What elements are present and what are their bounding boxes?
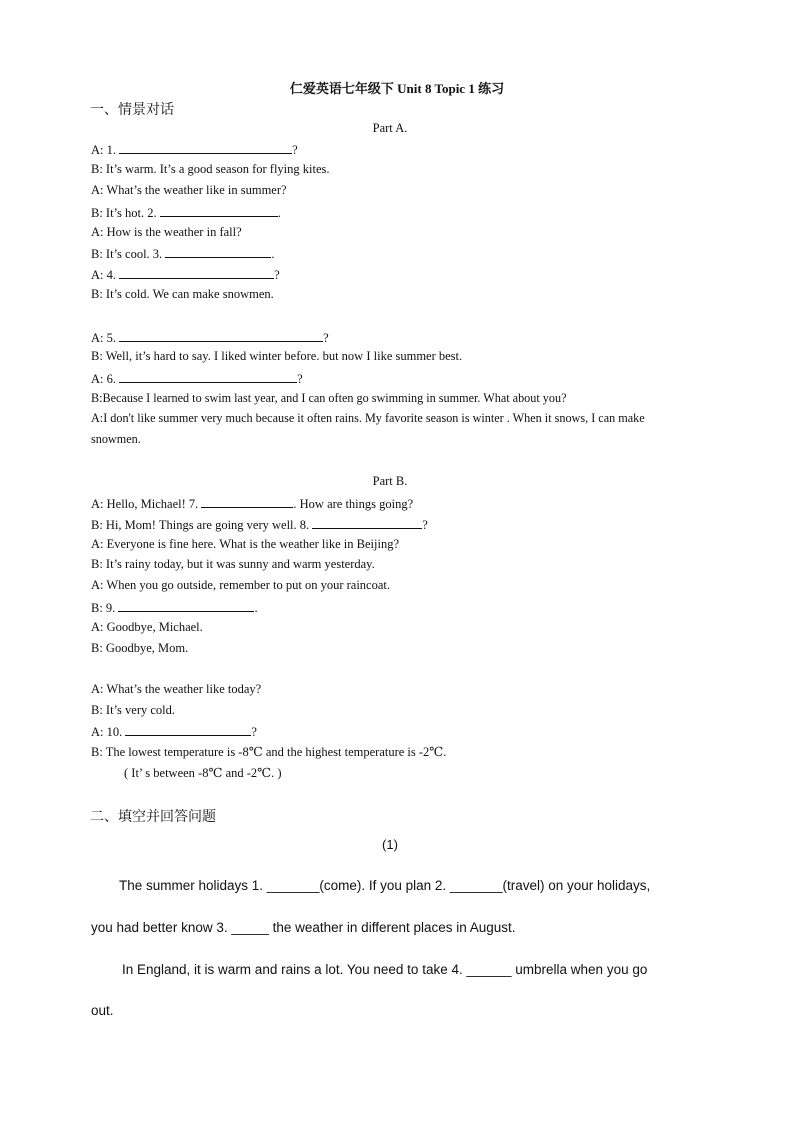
passage-line: you had better know 3. _____ the weather in different places in August. <box>91 920 516 935</box>
dialogue-line: A: Everyone is fine here. What is the weather like in Beijing? <box>91 537 400 551</box>
line-text: A: Hello, Michael! 7. <box>91 497 202 511</box>
dialogue-line-wrapped: A:I don't like summer very much because it often rains. My favorite season is winter . When it snows, I can make snowmen. <box>91 411 645 446</box>
line-text: B: Well, it’s hard to say. I liked winter before. but now I like summer best. <box>91 349 463 363</box>
dialogue-line <box>91 183 691 198</box>
dialogue-line <box>91 225 691 240</box>
line-text: B: It’s warm. It’s a good season for flying kites. <box>91 162 330 176</box>
section-heading-dialogue: 一、情景对话 <box>90 103 174 118</box>
section-heading-fill-blanks: 二、填空并回答问题 <box>90 810 216 825</box>
line-text: . How are things going? <box>293 497 414 511</box>
line-text: B:Because I learned to swim last year, and I can often go swimming in summer. What about you? <box>91 391 567 405</box>
line-text: B: 9. <box>91 601 119 615</box>
line-punct: ? <box>274 268 280 282</box>
answer-blank-10[interactable] <box>125 723 251 736</box>
line-text: A: 4. <box>91 268 120 282</box>
dialogue-line: A: When you go outside, remember to put on your raincoat. <box>91 578 391 592</box>
passage-line: In England, it is warm and rains a lot. You need to take 4. ______ umbrella when you go <box>122 962 648 977</box>
dialogue-line <box>91 516 691 533</box>
line-text: B: It’s cool. 3. <box>91 247 166 261</box>
answer-blank-8[interactable] <box>312 516 422 529</box>
dialogue-line: A: What’s the weather like today? <box>91 682 262 696</box>
part-b-heading: Part B. <box>372 474 408 488</box>
dialogue-line <box>91 162 691 177</box>
answer-blank-2[interactable] <box>160 204 278 217</box>
dialogue-line <box>91 266 691 283</box>
dialogue-line: A: Goodbye, Michael. <box>91 620 203 634</box>
dialogue-line: B: It’s rainy today, but it was sunny and warm yesterday. <box>91 557 375 571</box>
answer-blank-5[interactable] <box>119 329 323 342</box>
page-title: 仁爱英语七年级下 Unit 8 Topic 1 练习 <box>289 81 505 96</box>
dialogue-line <box>91 391 691 406</box>
dialogue-line <box>91 723 691 740</box>
answer-blank-4[interactable] <box>119 266 274 279</box>
dialogue-line <box>91 370 691 387</box>
answer-blank-7[interactable] <box>201 495 293 508</box>
dialogue-line <box>91 204 691 221</box>
dialogue-line: B: It’s very cold. <box>91 703 176 717</box>
line-text: B: It’s cold. We can make snowmen. <box>91 287 274 301</box>
dialogue-line: B: Goodbye, Mom. <box>91 641 189 655</box>
dialogue-line <box>91 495 691 512</box>
dialogue-line: B: The lowest temperature is -8℃ and the highest temperature is -2℃. <box>91 745 447 759</box>
passage-number: (1) <box>382 837 398 852</box>
line-punct: . <box>254 601 258 615</box>
line-punct: . <box>271 247 275 261</box>
passage-line: out. <box>91 1003 114 1018</box>
answer-blank-3[interactable] <box>165 245 271 258</box>
line-punct: ? <box>323 331 329 345</box>
line-text: A: 10. <box>91 725 126 739</box>
line-text: A: How is the weather in fall? <box>91 225 242 239</box>
line-text: A: What’s the weather like in summer? <box>91 183 287 197</box>
dialogue-line <box>91 329 691 346</box>
line-punct: . <box>277 206 281 220</box>
dialogue-line <box>91 599 691 616</box>
line-punct: ? <box>292 143 298 157</box>
dialogue-line <box>91 141 691 158</box>
line-text: B: It’s hot. 2. <box>91 206 160 220</box>
line-text: B: Hi, Mom! Things are going very well. 8. <box>91 518 313 532</box>
dialogue-line <box>91 287 691 302</box>
line-punct: ? <box>422 518 428 532</box>
dialogue-line <box>91 349 691 364</box>
line-text: A: 6. <box>91 372 120 386</box>
answer-blank-6[interactable] <box>119 370 297 383</box>
answer-blank-9[interactable] <box>118 599 254 612</box>
line-punct: ? <box>297 372 303 386</box>
passage-line: The summer holidays 1. _______(come). If you plan 2. _______(travel) on your holidays, <box>119 878 651 893</box>
dialogue-line <box>91 245 691 262</box>
dialogue-note: ( It’ s between -8℃ and -2℃. ) <box>124 766 282 780</box>
line-text: A: 1. <box>91 143 120 157</box>
line-text: A: 5. <box>91 331 120 345</box>
answer-blank-1[interactable] <box>119 141 292 154</box>
line-punct: ? <box>251 725 257 739</box>
part-a-heading: Part A. <box>372 121 408 135</box>
